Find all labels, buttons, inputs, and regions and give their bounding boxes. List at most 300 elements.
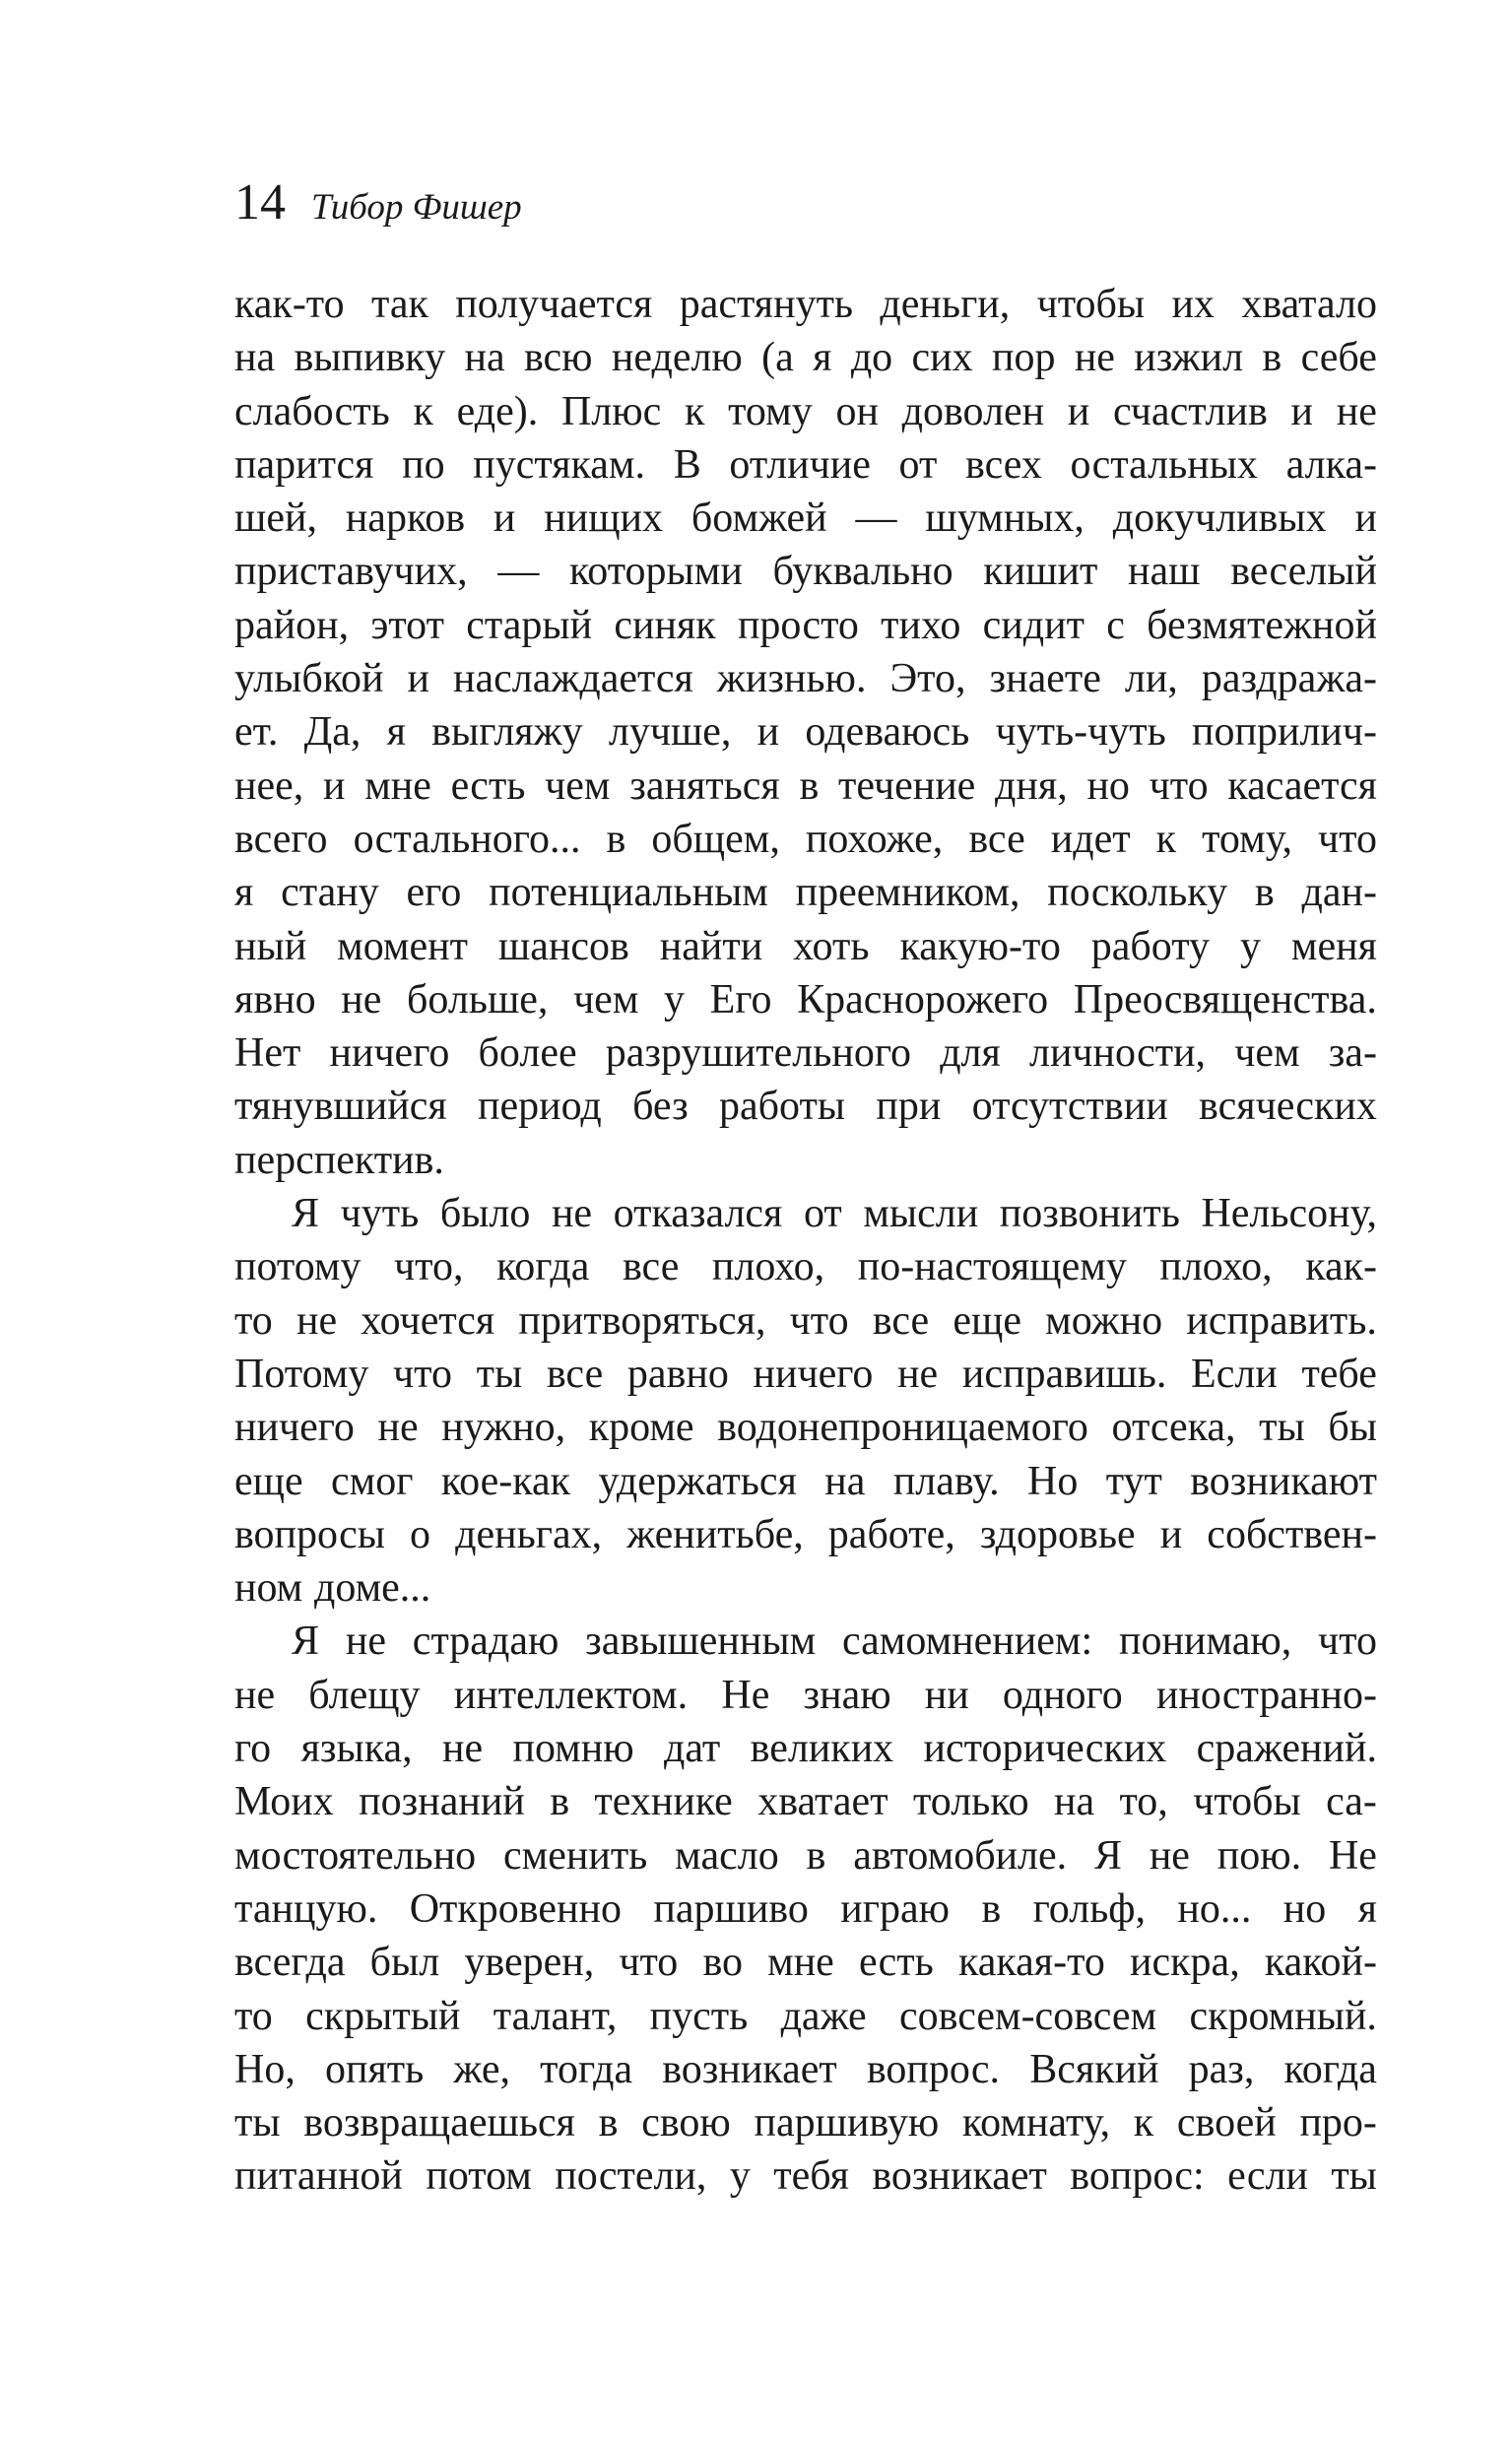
word: докучливых (1112, 495, 1327, 542)
word: свою (641, 2100, 731, 2146)
word: все (968, 816, 1025, 862)
text-line (234, 920, 1377, 973)
word: паршиво (653, 1885, 809, 1932)
text-line (234, 1775, 1377, 1828)
word: са- (1326, 1779, 1377, 1825)
word: стану (281, 870, 379, 916)
word: так (370, 282, 428, 327)
word: скромный. (1189, 1993, 1377, 2039)
word: шансов (497, 923, 629, 969)
word: языка, (300, 1726, 413, 1772)
text-line (234, 1990, 1377, 2043)
word: тогда (540, 2046, 633, 2092)
word: играю (840, 1885, 950, 1932)
word: поскольку (1047, 870, 1228, 916)
word: синяк (614, 602, 716, 648)
word: перспектив. (234, 1137, 444, 1183)
word: хоть (793, 923, 870, 969)
word: Всякий (1029, 2046, 1159, 2092)
word: Но, (234, 2046, 296, 2092)
word: что (393, 1351, 452, 1397)
text-line (234, 1401, 1377, 1454)
text-line (234, 545, 1377, 598)
word: с (1106, 602, 1125, 648)
word: доволен (901, 388, 1045, 434)
word: потенциальным (489, 870, 768, 916)
word: как- (1305, 1244, 1377, 1290)
word: в (550, 1779, 570, 1825)
word: сражений. (1196, 1726, 1377, 1772)
text-line (234, 973, 1377, 1026)
word: что (1318, 816, 1377, 862)
word: доме... (314, 1565, 431, 1612)
word: великих (750, 1726, 894, 1772)
word: интеллектом. (453, 1672, 689, 1718)
word: нарков (345, 495, 466, 542)
word: кишит (983, 549, 1098, 595)
word: о (410, 1511, 431, 1557)
word: выпивку (294, 335, 446, 381)
word: период (478, 1084, 602, 1130)
word: талант, (493, 1993, 618, 2039)
word: остальных (1070, 441, 1258, 488)
word: был (369, 1940, 440, 1986)
word: Это, (889, 656, 966, 702)
word: мне (767, 1940, 834, 1986)
word: не (234, 1672, 276, 1718)
word: какой- (1264, 1940, 1377, 1986)
word: работу (1090, 923, 1211, 969)
word: ничего (753, 1351, 874, 1397)
word: район, (234, 602, 350, 648)
word: шей, (234, 495, 317, 542)
word: хватает (757, 1779, 888, 1825)
word: удержаться (598, 1458, 797, 1504)
word: отсека, (1111, 1405, 1236, 1451)
word: Моих (234, 1779, 334, 1825)
paragraph (234, 1187, 1377, 1615)
word: в (606, 816, 626, 862)
word: ты (1259, 1405, 1305, 1451)
word: и (1159, 1511, 1183, 1557)
word: блещу (308, 1672, 421, 1718)
word: своей (1176, 2100, 1277, 2146)
word: паршивую (754, 2100, 940, 2146)
word: собствен- (1207, 1511, 1377, 1557)
word: кроме (588, 1405, 694, 1451)
word: Нельсону, (1201, 1191, 1377, 1237)
word: отсутствии (971, 1084, 1168, 1130)
word: все (872, 1297, 930, 1344)
word: раз, (1188, 2046, 1255, 2092)
word: когда (496, 1244, 590, 1290)
word: возвращаешься (303, 2100, 575, 2146)
word: чем (573, 976, 639, 1023)
word: комнату, (961, 2100, 1111, 2146)
word: смог (331, 1458, 414, 1504)
text-line (234, 1829, 1377, 1882)
word: но... (1177, 1885, 1252, 1932)
text-line (234, 1936, 1377, 1989)
word: технике (594, 1779, 733, 1825)
text-line (234, 599, 1377, 652)
word: сменить (503, 1832, 648, 1879)
text-line (234, 652, 1377, 705)
word: танцую. (234, 1885, 378, 1932)
word: но (1282, 1885, 1327, 1932)
word: знаете (989, 656, 1101, 702)
word: все (546, 1351, 604, 1397)
word: идет (1050, 816, 1131, 862)
word: потому (234, 1244, 362, 1290)
word: плохо, (711, 1244, 825, 1290)
word: этот (370, 602, 444, 648)
text-line (234, 331, 1377, 384)
word: дат (663, 1726, 721, 1772)
word: притворяться, (518, 1297, 766, 1344)
word: вопрос. (866, 2046, 1001, 2092)
text-line (234, 492, 1377, 545)
word: ни (924, 1672, 969, 1718)
word: тут (1105, 1458, 1162, 1504)
word: чтобы (1036, 282, 1146, 327)
word: есть (450, 762, 526, 809)
word: по-настоящему (857, 1244, 1127, 1290)
word: неделю (611, 335, 743, 381)
word: как-то (234, 282, 345, 327)
body-text (234, 278, 1377, 2204)
text-line (234, 1187, 1377, 1240)
word: что (1318, 1618, 1377, 1665)
word: Если (1191, 1351, 1278, 1397)
word: Потому (234, 1351, 369, 1397)
word: его (406, 870, 462, 916)
word: до (850, 335, 893, 381)
word: пор (992, 335, 1056, 381)
word: изжил (1134, 335, 1244, 381)
word: и (493, 495, 516, 542)
word: старый (466, 602, 593, 648)
word: жизнью. (716, 656, 867, 702)
word: мне (364, 762, 431, 809)
word: ный (234, 923, 307, 969)
text-line (234, 759, 1377, 813)
word: страдаю (412, 1618, 559, 1665)
word: разрушительного (605, 1030, 912, 1077)
word: иностранно- (1155, 1672, 1377, 1718)
word: Да, (303, 709, 362, 756)
word: вопрос: (1070, 2153, 1205, 2200)
text-line (234, 2096, 1377, 2149)
word: про- (1299, 2100, 1377, 2146)
word: всю (523, 335, 593, 381)
word: у (664, 976, 686, 1023)
word: то, (1119, 1779, 1168, 1825)
word: гольф, (1032, 1885, 1147, 1932)
word: и (756, 709, 780, 756)
word: чтобы (1193, 1779, 1301, 1825)
word: потом (426, 2153, 532, 2200)
word: же, (453, 2046, 511, 2092)
word: лучше, (608, 709, 732, 756)
text-line (234, 2043, 1377, 2096)
word: к (1133, 2100, 1154, 2146)
word: — (497, 549, 540, 595)
word: в (1262, 335, 1282, 381)
word: по (402, 441, 445, 488)
word: без (632, 1084, 689, 1130)
word: чем (1234, 1030, 1300, 1077)
word: в (1254, 870, 1275, 916)
paragraph (234, 1615, 1377, 2203)
word: понимаю, (1118, 1618, 1292, 1665)
word: опять (324, 2046, 425, 2092)
word: я (386, 709, 406, 756)
word: — (855, 495, 897, 542)
word: себе (1300, 335, 1377, 381)
word: ничего (329, 1030, 450, 1077)
word: и (322, 762, 346, 809)
word: течение (838, 762, 976, 809)
word: меня (1290, 923, 1377, 969)
word: помню (512, 1726, 634, 1772)
word: всего (234, 816, 328, 862)
word: просто (737, 602, 859, 648)
word: шумных, (925, 495, 1085, 542)
text-line (234, 813, 1377, 866)
word: одеваюсь (805, 709, 970, 756)
word: сидит (982, 602, 1085, 648)
word: Его (709, 976, 772, 1023)
word: водонепроницаемого (717, 1405, 1088, 1451)
word: остального... (353, 816, 581, 862)
word: за- (1328, 1030, 1377, 1077)
word: одного (1002, 1672, 1123, 1718)
word: Я (292, 1618, 320, 1665)
word: исправить. (1186, 1297, 1377, 1344)
word: не (551, 1191, 593, 1237)
word: и (1354, 495, 1377, 542)
word: постели, (555, 2153, 707, 2200)
word: момент (337, 923, 468, 969)
word: какую-то (899, 923, 1061, 969)
word: общем, (651, 816, 780, 862)
running-head (234, 174, 522, 231)
word: исторических (923, 1726, 1167, 1772)
word: Я (1093, 1832, 1122, 1879)
text-line (234, 1080, 1377, 1133)
word: Не (721, 1672, 770, 1718)
word: то (234, 1297, 273, 1344)
word: что, (394, 1244, 464, 1290)
word: здоровье (979, 1511, 1136, 1557)
word: тихо (881, 602, 961, 648)
word: хватало (1241, 282, 1377, 327)
word: бомжей (690, 495, 827, 542)
word: у (729, 2153, 751, 2200)
word: бы (1328, 1405, 1377, 1451)
word: от (803, 1191, 842, 1237)
word: работы (719, 1084, 846, 1130)
word: дня, (995, 762, 1068, 809)
text-line (234, 705, 1377, 759)
word: познаний (359, 1779, 525, 1825)
word: было (439, 1191, 531, 1237)
word: на (824, 1458, 866, 1504)
word: скрытый (305, 1993, 461, 2039)
word: чем (545, 762, 611, 809)
word: получается (455, 282, 653, 327)
word: Откровенно (409, 1885, 622, 1932)
word: уверен, (464, 1940, 595, 1986)
word: даже (780, 1993, 867, 2039)
word: веселый (1230, 549, 1377, 595)
word: растянуть (679, 282, 854, 327)
word: явно (234, 976, 316, 1023)
word: на (1053, 1779, 1095, 1825)
word: от (898, 441, 938, 488)
word: похоже, (805, 816, 944, 862)
text-line (234, 1561, 1377, 1615)
word: что (619, 1940, 679, 1986)
word: алка- (1285, 441, 1377, 488)
word: всегда (234, 1940, 346, 1986)
word: (а (761, 335, 794, 381)
word: Нет (234, 1030, 301, 1077)
word: возникают (1190, 1458, 1377, 1504)
word: я (813, 335, 832, 381)
text-line (234, 1455, 1377, 1508)
word: пою. (1216, 1832, 1302, 1879)
paragraph (234, 278, 1377, 1187)
text-line (234, 1508, 1377, 1561)
word: Краснорожего (797, 976, 1049, 1023)
text-line (234, 438, 1377, 492)
word: что (789, 1297, 849, 1344)
word: в (981, 1885, 1002, 1932)
word: кое-как (440, 1458, 571, 1504)
word: сих (911, 335, 973, 381)
word: чуть-чуть (995, 709, 1166, 756)
word: плохо, (1159, 1244, 1273, 1290)
word: улыбкой (234, 656, 384, 702)
word: плаву. (892, 1458, 1000, 1504)
word: к (685, 388, 705, 434)
text-line (234, 866, 1377, 919)
word: не (377, 1405, 419, 1451)
word: можно (1045, 1297, 1163, 1344)
word: что (1149, 762, 1209, 809)
word: более (478, 1030, 577, 1077)
word: деньгах, (455, 1511, 603, 1557)
word: Плюс (560, 388, 662, 434)
word: все (622, 1244, 680, 1290)
word: если (1227, 2153, 1308, 2200)
running-title: Тибор Фишер (311, 187, 522, 228)
word: мостоятельно (234, 1832, 477, 1879)
text-line (234, 278, 1377, 331)
word: на (234, 335, 276, 381)
word: тянувшийся (234, 1084, 447, 1130)
word: нее, (234, 762, 304, 809)
word: для (940, 1030, 1001, 1077)
word: преемником, (795, 870, 1020, 916)
word: к (1155, 816, 1177, 862)
word: деньги, (880, 282, 1011, 327)
word: приставучих, (234, 549, 468, 595)
word: только (912, 1779, 1029, 1825)
word: нужно, (441, 1405, 566, 1451)
word: не (441, 1726, 484, 1772)
word: позвонить (999, 1191, 1180, 1237)
word: не (341, 976, 382, 1023)
word: Но (1026, 1458, 1079, 1504)
word: ет. (234, 709, 279, 756)
word: не (897, 1351, 939, 1397)
word: еще (953, 1297, 1021, 1344)
word: не (1336, 388, 1377, 434)
word: женитьбе, (626, 1511, 804, 1557)
word: искра, (1130, 1940, 1240, 1986)
word: мысли (863, 1191, 979, 1237)
word: дан- (1301, 870, 1377, 916)
word: ничего (234, 1405, 355, 1451)
text-line (234, 385, 1377, 438)
word: отличие (729, 441, 871, 488)
word: к (413, 388, 433, 434)
word: совсем-совсем (898, 1993, 1157, 2039)
word: завышенным (585, 1618, 817, 1665)
word: выгляжу (431, 709, 583, 756)
word: ном (234, 1565, 303, 1612)
word: возникает (872, 2153, 1047, 2200)
word: парится (234, 441, 374, 488)
word: то (234, 1993, 273, 2039)
word: тебе (1301, 1351, 1377, 1397)
word: ты (476, 1351, 523, 1397)
word: знаю (803, 1672, 891, 1718)
word: автомобиле. (853, 1832, 1068, 1879)
word: всяческих (1199, 1084, 1377, 1130)
word: В (673, 441, 701, 488)
word: самомнением: (842, 1618, 1093, 1665)
word: еще (234, 1458, 303, 1504)
word: хочется (361, 1297, 495, 1344)
word: в (799, 762, 820, 809)
word: когда (1283, 2046, 1377, 2092)
word: найти (659, 923, 763, 969)
word: во (702, 1940, 743, 1986)
text-line (234, 1615, 1377, 1668)
word: какая-то (957, 1940, 1105, 1986)
word: тому (728, 388, 813, 434)
text-line (234, 1134, 1377, 1187)
word: и (407, 656, 429, 702)
word: отказался (613, 1191, 783, 1237)
text-line (234, 1240, 1377, 1293)
word: наш (1128, 549, 1201, 595)
word: Не (1328, 1832, 1377, 1879)
word: которыми (569, 549, 743, 595)
word: наслаждается (452, 656, 693, 702)
text-line (234, 2149, 1377, 2203)
word: ты (1331, 2153, 1377, 2200)
word: не (345, 1618, 386, 1665)
word: на (464, 335, 505, 381)
word: я (234, 870, 254, 916)
word: заняться (629, 762, 780, 809)
word: нищих (544, 495, 664, 542)
